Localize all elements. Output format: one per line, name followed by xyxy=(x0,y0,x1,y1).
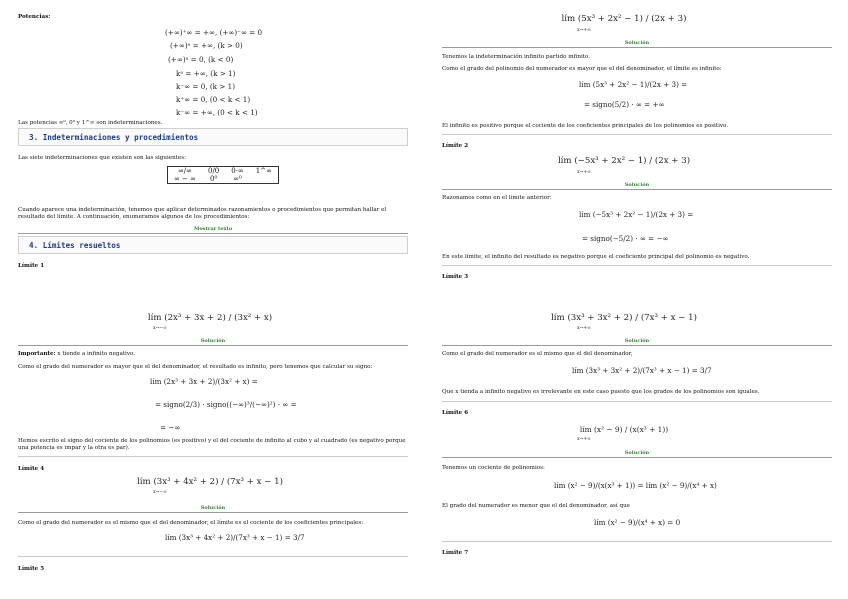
limit-3-subscript: x→+∞ xyxy=(577,326,591,331)
table-cell: ∞ − ∞ xyxy=(174,175,196,183)
right-step: = signo(5/2) · ∞ = +∞ xyxy=(584,100,665,109)
divider xyxy=(442,345,832,346)
potencias-title: Potencias: xyxy=(18,14,51,20)
right-text-3: El infinito es positivo porque el cociente de los coeficientes principales de los polinomios es positivo. xyxy=(442,123,729,129)
limit-4-result: lím (3x³ + 4x² + 2)/(7x³ + x − 1) = 3/7 xyxy=(165,533,305,542)
divider xyxy=(442,541,832,542)
limit-3-title: Límite 3 xyxy=(442,274,469,280)
solution-toggle[interactable]: Solución xyxy=(624,338,650,344)
divider xyxy=(442,134,832,135)
section-3-heading: 3. Indeterminaciones y procedimientos xyxy=(18,128,408,146)
table-cell: ∞⁰ xyxy=(233,175,242,183)
limit-1-explanation: Como el grado del numerador es mayor que el del denominador, el resultado es infinito, pero tenemos que calcular su signo: xyxy=(18,364,373,370)
right-step: lím (5x³ + 2x² − 1)/(2x + 3) = xyxy=(579,80,688,89)
indeterminations-table xyxy=(167,166,279,184)
limit-4-title: Límite 4 xyxy=(18,466,45,472)
power-rule: (+∞)ᵃ = 0, (k < 0) xyxy=(168,55,234,64)
power-rule: (+∞)ᵃ = +∞, (k > 0) xyxy=(170,41,243,50)
limit-1-subscript: x→−∞ xyxy=(153,326,167,331)
limit-6-step: lím (x² − 9)/(x(x³ + 1)) = lím (x² − 9)/(x⁴ + x) xyxy=(554,481,717,490)
importante-text: x tiende a infinito negativo. xyxy=(55,351,136,357)
limit-1-step: lím (2x³ + 3x + 2)/(3x² + x) = xyxy=(150,377,258,386)
right-column xyxy=(424,0,848,599)
table-cell xyxy=(250,175,279,184)
indeterminations-text: Cuando aparece una indeterminación, tenemos que aplicar determinados razonamientos o procedimientos que permitan hallar el resultado del límite. A continuación, enumeramos algunos de los procedimientos: xyxy=(18,207,387,220)
limit-2-explanation: Razonamos como en el límite anterior: xyxy=(442,195,552,201)
divider xyxy=(18,556,408,557)
table-cell: ∞/∞ xyxy=(177,167,192,175)
limit-2-expression: lím (−5x³ + 2x² − 1) / (2x + 3) xyxy=(557,156,691,166)
solution-toggle[interactable]: Solución xyxy=(200,338,226,344)
limit-6-result: lím (x² − 9)/(x⁴ + x) = 0 xyxy=(594,518,681,527)
importante-label: Importante: xyxy=(18,351,56,357)
limit-1-title: Límite 1 xyxy=(18,263,45,269)
limit-1-step: = −∞ xyxy=(160,423,181,432)
limit-5-title: Límite 5 xyxy=(18,566,45,572)
right-text-1: Tenemos la indeterminación infinito partido infinito. xyxy=(442,54,591,60)
limit-2-note: En este límite, el infinito del resultado es negativo porque el coeficiente principal del polinomio es negativo. xyxy=(442,254,750,260)
limit-2-step: lím (−5x³ + 2x² − 1)/(2x + 3) = xyxy=(579,210,694,219)
divider xyxy=(18,345,408,346)
show-text-toggle[interactable]: Mostrar texto xyxy=(193,226,233,232)
limit-1-expression: lím (2x³ + 3x + 2) / (3x² + x) xyxy=(147,313,273,323)
divider xyxy=(442,189,832,190)
solution-toggle[interactable]: Solución xyxy=(624,450,650,456)
power-rule: k⁻∞ = 0, (k > 1) xyxy=(176,82,235,91)
limit-6-title: Límite 6 xyxy=(442,410,469,416)
divider xyxy=(442,401,832,402)
limit-2-title: Límite 2 xyxy=(442,143,469,149)
limit-6-explanation-2: El grado del numerador es menor que el del denominador, así que xyxy=(442,503,630,509)
importante-note xyxy=(18,351,135,358)
limit-4-expression: lím (3x³ + 4x² + 2) / (7x³ + x − 1) xyxy=(137,477,283,487)
limit-1-note: Hemos escrito el signo del cociente de los polinomios (es positivo) y el del cociente de infinito al cubo y al cuadrado (es negativo porque una potencia es impar y la otra es par). xyxy=(18,438,406,451)
limit-6-subscript: x→+∞ xyxy=(577,437,591,442)
powers-note: Las potencias ∞⁰, 0⁰ y 1^∞ son indeterminaciones. xyxy=(18,120,163,126)
divider xyxy=(18,456,408,457)
table-cell: 0⁰ xyxy=(209,175,218,183)
section-4-heading: 4. Límites resueltos xyxy=(18,236,408,254)
power-rule: k⁺∞ = 0, (0 < k < 1) xyxy=(176,95,251,104)
limit-2-subscript: x→+∞ xyxy=(577,170,591,175)
top-limit-expression: lím (5x³ + 2x² − 1) / (2x + 3) xyxy=(561,14,687,24)
table-cell: 1^∞ xyxy=(255,167,272,175)
table-cell: 0/0 xyxy=(207,167,220,175)
indeterminations-intro: Las siete indeterminaciones que existen son las siguientes: xyxy=(18,155,186,161)
power-rule: k⁻∞ = +∞, (0 < k < 1) xyxy=(176,108,258,117)
divider xyxy=(18,233,408,234)
limit-4-subscript: x→−∞ xyxy=(153,490,167,495)
solution-toggle[interactable]: Solución xyxy=(200,505,226,511)
limit-2-step: = signo(−5/2) · ∞ = −∞ xyxy=(582,234,669,243)
limit-3-expression: lím (3x³ + 3x² + 2) / (7x³ + x − 1) xyxy=(551,313,697,323)
limit-6-explanation: Tenemos un cociente de polinomios: xyxy=(442,465,545,471)
power-rule: (+∞)⁺∞ = +∞, (+∞)⁻∞ = 0 xyxy=(165,28,263,37)
power-rule: kᵃ = +∞, (k > 1) xyxy=(176,69,236,78)
top-limit-subscript: x→+∞ xyxy=(577,28,591,33)
limit-4-explanation: Como el grado del numerador es el mismo que el del denominador, el límite es el cociente de los coeficientes principales: xyxy=(18,520,364,526)
limit-6-expression: lím (x² − 9) / (x(x³ + 1)) xyxy=(579,425,669,434)
divider xyxy=(442,457,832,458)
solution-toggle[interactable]: Solución xyxy=(624,182,650,188)
solution-toggle[interactable]: Solución xyxy=(624,40,650,46)
table-cell: 0·∞ xyxy=(231,167,244,175)
limit-3-result: lím (3x³ + 3x² + 2)/(7x³ + x − 1) = 3/7 xyxy=(572,366,712,375)
divider xyxy=(442,47,832,48)
limit-7-title: Límite 7 xyxy=(442,550,469,556)
limit-3-explanation: Como el grado del numerador es el mismo que el del denominador, xyxy=(442,351,633,357)
right-text-2: Como el grado del polinomio del numerador es mayor que el del denominador, el límite es infinito: xyxy=(442,66,722,72)
divider xyxy=(18,512,408,513)
limit-1-step: = signo(2/3) · signo((−∞)³/(−∞)²) · ∞ = xyxy=(155,400,297,409)
divider xyxy=(442,265,832,266)
limit-3-note: Que x tienda a infinito negativo es irrelevante en este caso puesto que los grados de los polinomios son iguales. xyxy=(442,389,760,395)
